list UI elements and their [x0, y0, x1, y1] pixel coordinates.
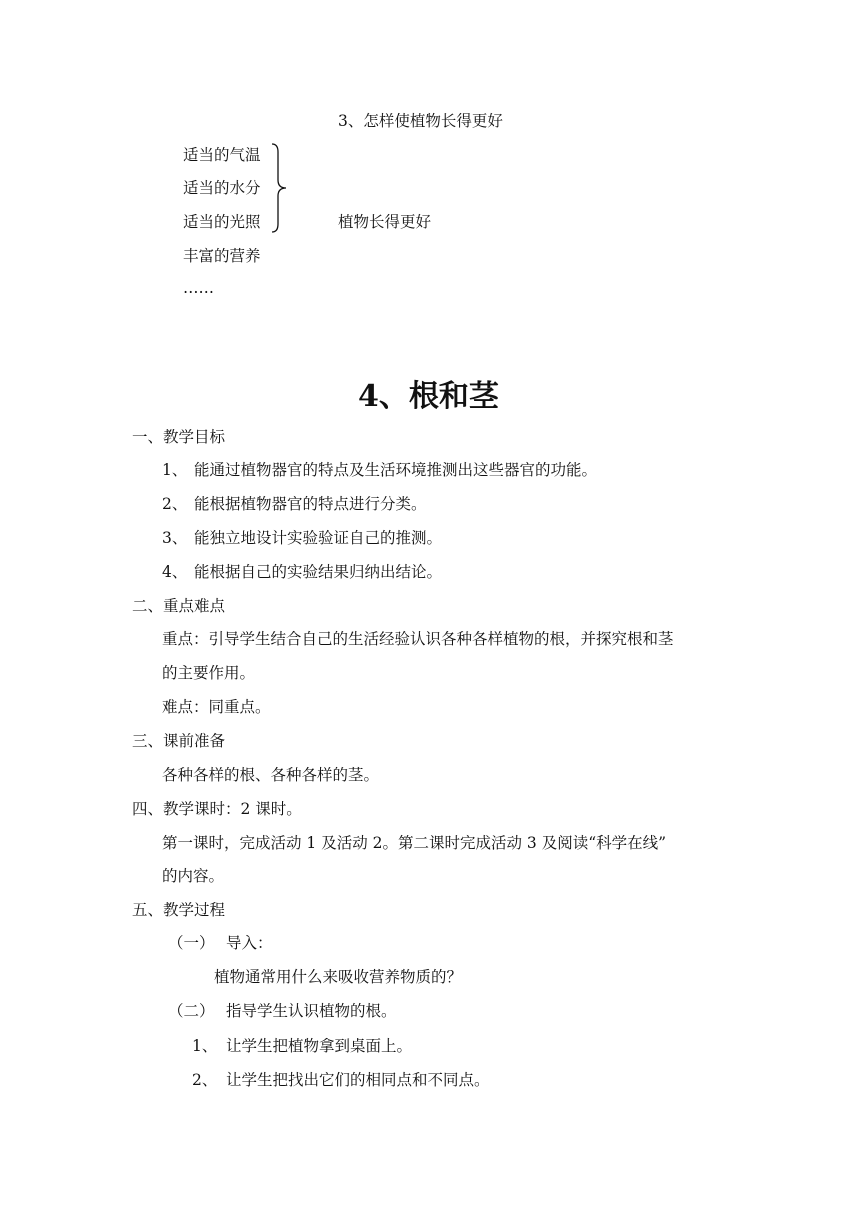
section-heading-process: 五、教学过程 [132, 901, 226, 919]
step-text: 让学生把找出它们的相同点和不同点。 [226, 1071, 490, 1089]
objective-number: 1、 [162, 461, 188, 479]
condition-temperature: 适当的气温 [183, 146, 261, 164]
key-point-line-1: 重点：引导学生结合自己的生活经验认识各种各样植物的根，并探究根和茎 [162, 630, 674, 648]
objective-text: 能通过植物器官的特点及生活环境推测出这些器官的功能。 [194, 461, 598, 479]
condition-ellipsis: …… [183, 279, 214, 297]
objective-number: 3、 [162, 529, 188, 547]
step-text: 让学生把植物拿到桌面上。 [226, 1037, 413, 1055]
key-point-line-2: 的主要作用。 [162, 664, 256, 682]
condition-nutrition: 丰富的营养 [183, 247, 261, 265]
step-number: 2、 [192, 1071, 218, 1089]
step-number: 1、 [192, 1037, 218, 1055]
section-heading-preparation: 三、课前准备 [132, 732, 226, 750]
lesson-title: 4、根和茎 [358, 379, 499, 414]
objective-text: 能独立地设计实验验证自己的推测。 [194, 529, 443, 547]
prev-section-title: 3、怎样使植物长得更好 [338, 112, 503, 130]
objective-number: 2、 [162, 495, 188, 513]
sub-step-number: （二） [168, 1002, 215, 1020]
sub-step-label: 导入： [226, 934, 273, 952]
sub-step-number: （一） [168, 934, 215, 952]
prev-section-result: 植物长得更好 [338, 213, 432, 231]
objective-number: 4、 [162, 563, 188, 581]
section-heading-key-points: 二、重点难点 [132, 597, 226, 615]
intro-question: 植物通常用什么来吸收营养物质的？ [214, 968, 463, 986]
right-brace-icon [270, 142, 292, 234]
objective-text: 能根据植物器官的特点进行分类。 [194, 495, 427, 513]
condition-light: 适当的光照 [183, 213, 261, 231]
preparation-text: 各种各样的根、各种各样的茎。 [162, 766, 380, 784]
sub-step-label: 指导学生认识植物的根。 [226, 1002, 397, 1020]
objective-text: 能根据自己的实验结果归纳出结论。 [194, 563, 443, 581]
difficulty-text: 难点：同重点。 [162, 698, 271, 716]
section-heading-objectives: 一、教学目标 [132, 428, 226, 446]
condition-water: 适当的水分 [183, 179, 261, 197]
section-heading-class-hours: 四、教学课时：2 课时。 [132, 800, 302, 818]
class-hours-line-1: 第一课时，完成活动 1 及活动 2。第二课时完成活动 3 及阅读“科学在线” [162, 834, 667, 852]
class-hours-line-2: 的内容。 [162, 867, 225, 885]
